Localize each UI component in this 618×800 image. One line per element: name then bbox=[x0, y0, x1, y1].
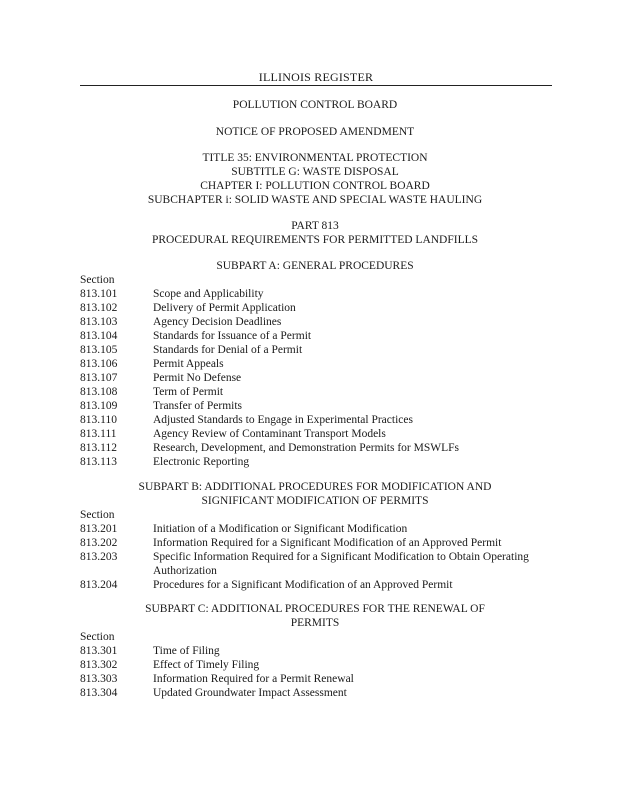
section-number: 813.104 bbox=[80, 330, 118, 342]
section-title: Information Required for a Permit Renewal bbox=[153, 673, 354, 685]
section-number: 813.202 bbox=[80, 537, 118, 549]
section-title: Transfer of Permits bbox=[153, 400, 243, 412]
section-title: Standards for Issuance of a Permit bbox=[153, 330, 312, 342]
section-number: 813.301 bbox=[80, 645, 118, 657]
part-name: PROCEDURAL REQUIREMENTS FOR PERMITTED LANDFILLS bbox=[151, 234, 479, 246]
section-title: Delivery of Permit Application bbox=[153, 302, 296, 314]
title-line: TITLE 35: ENVIRONMENTAL PROTECTION bbox=[202, 152, 428, 164]
subpart-heading-cont: SIGNIFICANT MODIFICATION OF PERMITS bbox=[201, 495, 429, 507]
section-label: Section bbox=[80, 274, 115, 286]
section-number: 813.113 bbox=[80, 456, 117, 468]
section-number: 813.109 bbox=[80, 400, 118, 412]
section-number: 813.103 bbox=[80, 316, 118, 328]
section-title: Agency Decision Deadlines bbox=[153, 316, 282, 328]
section-number: 813.112 bbox=[80, 442, 117, 454]
section-title: Scope and Applicability bbox=[153, 288, 264, 300]
section-title: Time of Filing bbox=[153, 645, 220, 657]
section-number: 813.106 bbox=[80, 358, 118, 370]
section-title: Effect of Timely Filing bbox=[153, 659, 260, 671]
section-title: Permit Appeals bbox=[153, 358, 224, 370]
chapter-line: CHAPTER I: POLLUTION CONTROL BOARD bbox=[200, 180, 430, 192]
subpart-heading: SUBPART B: ADDITIONAL PROCEDURES FOR MODIFICATION AND bbox=[138, 481, 492, 493]
section-number: 813.304 bbox=[80, 687, 118, 699]
section-title: Agency Review of Contaminant Transport Models bbox=[153, 428, 386, 440]
section-label: Section bbox=[80, 509, 115, 521]
section-title: Procedures for a Significant Modification of an Approved Permit bbox=[153, 579, 453, 591]
section-title: Initiation of a Modification or Significant Modification bbox=[153, 523, 408, 535]
section-title: Standards for Denial of a Permit bbox=[153, 344, 303, 356]
section-number: 813.108 bbox=[80, 386, 118, 398]
subpart-heading: SUBPART C: ADDITIONAL PROCEDURES FOR THE RENEWAL OF bbox=[145, 603, 485, 615]
section-number: 813.203 bbox=[80, 551, 118, 563]
part-number: PART 813 bbox=[291, 220, 339, 232]
section-title: Term of Permit bbox=[153, 386, 224, 398]
section-title: Adjusted Standards to Engage in Experimental Practices bbox=[153, 414, 413, 426]
section-title: Permit No Defense bbox=[153, 372, 242, 384]
section-number: 813.204 bbox=[80, 579, 118, 591]
section-number: 813.107 bbox=[80, 372, 118, 384]
section-number: 813.110 bbox=[80, 414, 117, 426]
subpart-heading: SUBPART A: GENERAL PROCEDURES bbox=[216, 260, 414, 272]
section-title-cont: Authorization bbox=[153, 565, 217, 577]
section-number: 813.302 bbox=[80, 659, 118, 671]
section-title: Specific Information Required for a Significant Modification to Obtain Operating bbox=[153, 551, 529, 563]
section-number: 813.101 bbox=[80, 288, 118, 300]
board-name: POLLUTION CONTROL BOARD bbox=[232, 99, 398, 111]
section-title: Research, Development, and Demonstration Permits for MSWLFs bbox=[153, 442, 459, 454]
subchapter-line: SUBCHAPTER i: SOLID WASTE AND SPECIAL WASTE HAULING bbox=[147, 194, 483, 206]
register-header: ILLINOIS REGISTER bbox=[258, 70, 374, 84]
notice-title: NOTICE OF PROPOSED AMENDMENT bbox=[215, 126, 415, 138]
section-title: Electronic Reporting bbox=[153, 456, 250, 468]
section-title: Updated Groundwater Impact Assessment bbox=[153, 687, 347, 699]
section-label: Section bbox=[80, 631, 115, 643]
section-title: Information Required for a Significant Modification of an Approved Permit bbox=[153, 537, 502, 549]
section-number: 813.201 bbox=[80, 523, 118, 535]
section-number: 813.111 bbox=[80, 428, 117, 440]
section-number: 813.303 bbox=[80, 673, 118, 685]
subpart-heading-cont: PERMITS bbox=[290, 617, 340, 629]
section-number: 813.105 bbox=[80, 344, 118, 356]
section-number: 813.102 bbox=[80, 302, 118, 314]
header-rule bbox=[80, 85, 552, 86]
subtitle-line: SUBTITLE G: WASTE DISPOSAL bbox=[231, 166, 399, 178]
